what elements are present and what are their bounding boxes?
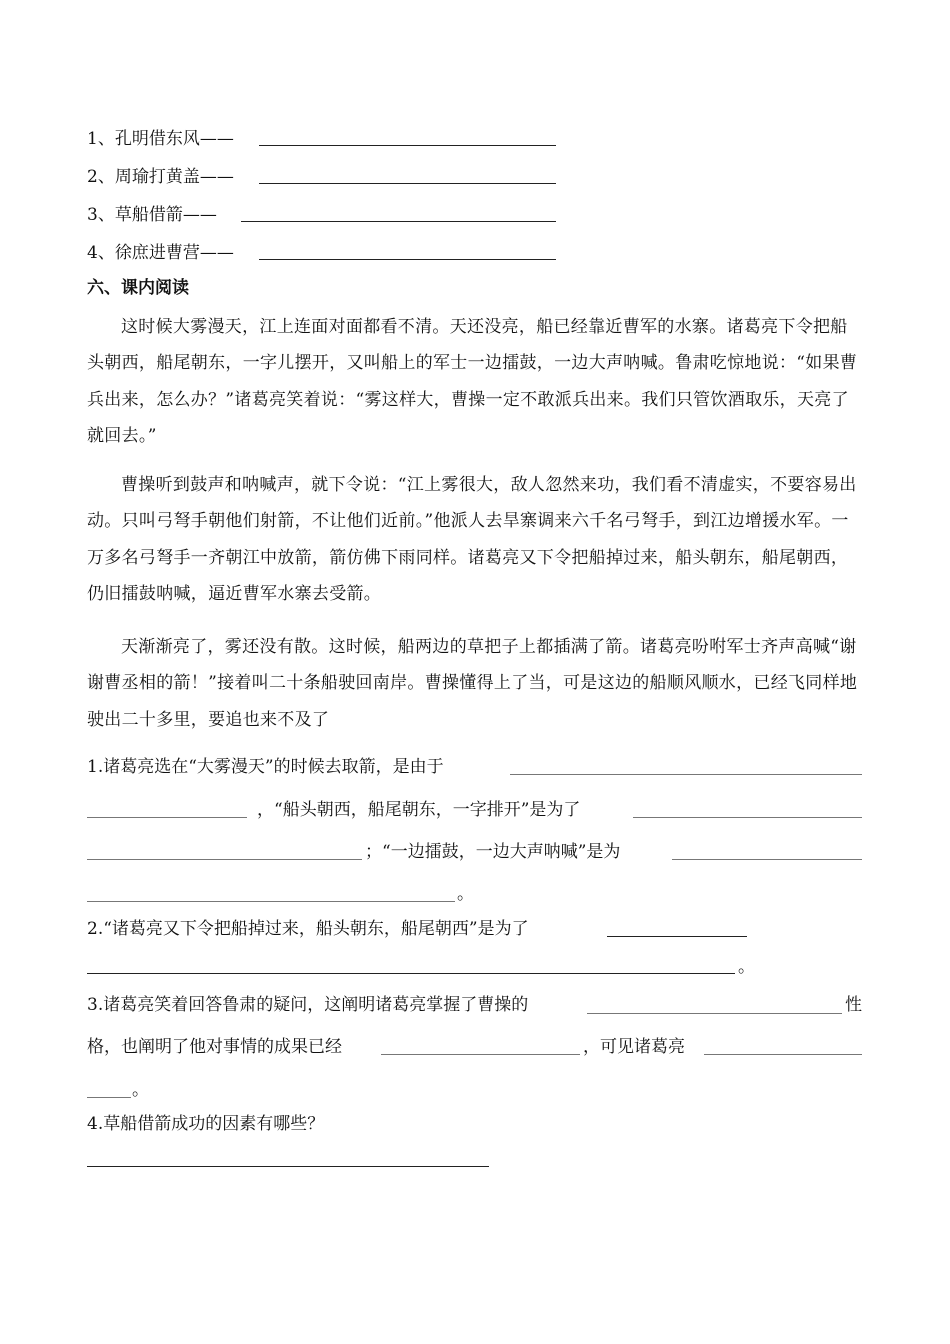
question-2-text: 2.“诸葛亮又下令把船掉过来，船头朝东，船尾朝西”是为了 — [87, 919, 529, 939]
question-1-text-c: ；“一边擂鼓，一边大声呐喊”是为 — [365, 842, 621, 862]
answer-blank[interactable] — [259, 145, 556, 146]
answer-blank[interactable] — [87, 859, 362, 860]
matching-item-3: 3、草船借箭—— — [87, 205, 217, 225]
question-3-text: 3.诸葛亮笑着回答鲁肃的疑问，这阐明诸葛亮掌握了曹操的 — [87, 995, 529, 1015]
answer-blank[interactable] — [607, 936, 747, 937]
answer-blank[interactable] — [587, 1013, 842, 1014]
section-title: 六、课内阅读 — [87, 278, 189, 298]
answer-blank[interactable] — [672, 859, 862, 860]
answer-blank[interactable] — [87, 817, 247, 818]
question-1-text: 1.诸葛亮选在“大雾漫天”的时候去取箭，是由于 — [87, 757, 444, 777]
question-3-text-c: 格，也阐明了他对事情的成果已经 — [87, 1037, 342, 1057]
answer-blank[interactable] — [510, 774, 862, 775]
matching-item-2: 2、周瑜打黄盖—— — [87, 167, 234, 187]
answer-blank[interactable] — [704, 1054, 862, 1055]
answer-blank[interactable] — [633, 817, 862, 818]
answer-blank[interactable] — [259, 259, 556, 260]
answer-blank[interactable] — [259, 183, 556, 184]
passage-paragraph-3: 天渐渐亮了，雾还没有散。这时候，船两边的草把子上都插满了箭。诸葛亮吩咐军士齐声高喊“谢谢曹丞相的箭！”接着叫二十条船驶回南岸。曹操懂得上了当，可是这边的船顺风顺水，已经飞同样地驶出二十多里，要追也来不及了 — [87, 637, 858, 730]
question-1-end: 。 — [457, 884, 474, 904]
answer-blank[interactable] — [87, 1166, 489, 1167]
question-2-end: 。 — [738, 957, 755, 977]
matching-item-1: 1、孔明借东风—— — [87, 129, 234, 149]
question-4-text: 4.草船借箭成功的因素有哪些？ — [87, 1114, 325, 1134]
question-3-end: 。 — [132, 1080, 149, 1100]
question-3-text-d: ，可见诸葛亮 — [583, 1037, 685, 1057]
answer-blank[interactable] — [87, 973, 735, 974]
answer-blank[interactable] — [241, 221, 556, 222]
passage-paragraph-1: 这时候大雾漫天，江上连面对面都看不清。天还没亮，船已经靠近曹军的水寨。诸葛亮下令把船头朝西，船尾朝东，一字儿摆开，又叫船上的军士一边擂鼓，一边大声呐喊。鲁肃吃惊地说：“如果曹兵出来，怎么办？”诸葛亮笑着说：“雾这样大，曹操一定不敢派兵出来。我们只管饮酒取乐，天亮了就回去。” — [87, 317, 858, 447]
matching-item-4: 4、徐庶进曹营—— — [87, 243, 234, 263]
answer-blank[interactable] — [87, 901, 455, 902]
passage-paragraph-2: 曹操听到鼓声和呐喊声，就下令说：“江上雾很大，敌人忽然来功，我们看不清虚实，不要容易出动。只叫弓弩手朝他们射箭，不让他们近前。”他派人去旱寨调来六千名弓弩手，到江边增援水军。一万多名弓弩手一齐朝江中放箭，箭仿佛下雨同样。诸葛亮又下令把船掉过来，船头朝东，船尾朝西，仍旧擂鼓呐喊，逼近曹军水寨去受箭。 — [87, 475, 857, 605]
answer-blank[interactable] — [381, 1054, 580, 1055]
question-1-text-b: ，“船头朝西，船尾朝东，一字排开”是为了 — [257, 800, 581, 820]
answer-blank[interactable] — [87, 1097, 131, 1098]
question-3-text-b: 性 — [845, 995, 862, 1015]
